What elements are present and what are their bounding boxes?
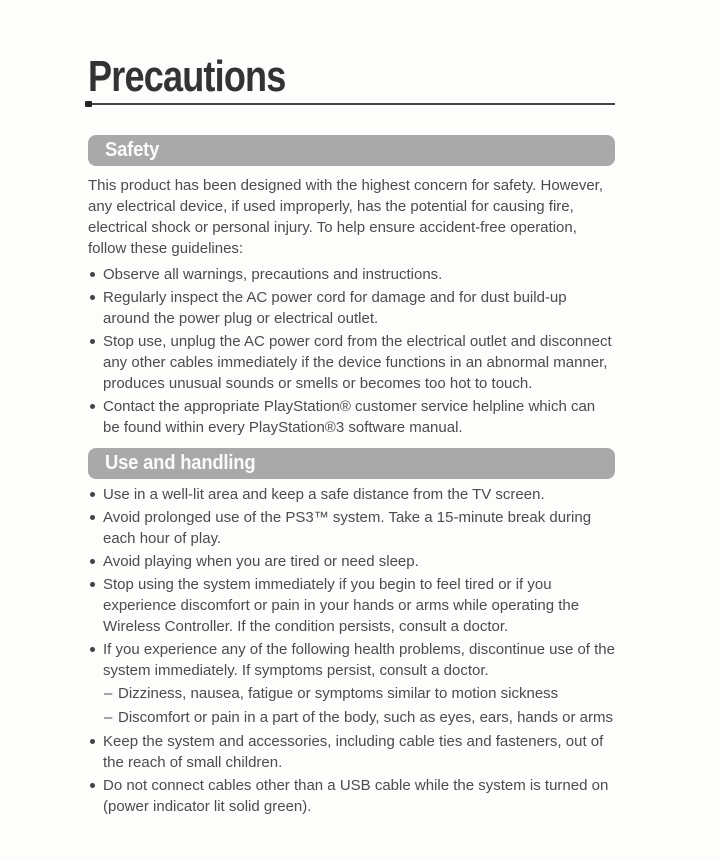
list-item-text: Stop use, unplug the AC power cord from the electrical outlet and disconnect any other cables immediately if the device functions in an abnormal manner, produces unusual sounds or smells or becomes too hot to touch. bbox=[103, 333, 612, 392]
section-heading-label: Safety bbox=[105, 139, 160, 161]
list-item bbox=[88, 264, 615, 285]
list-item-text: Observe all warnings, precautions and instructions. bbox=[103, 266, 443, 283]
section-heading-label: Use and handling bbox=[105, 452, 256, 474]
sub-list-item-text: Dizziness, nausea, fatigue or symptoms similar to motion sickness bbox=[118, 685, 559, 702]
list-item bbox=[88, 331, 615, 394]
list-item-text: Avoid playing when you are tired or need sleep. bbox=[103, 553, 419, 570]
list-item-text: Contact the appropriate PlayStation® customer service helpline which can be found within every PlayStation®3 software manual. bbox=[103, 398, 596, 436]
list-item-text: If you experience any of the following health problems, discontinue use of the system immediately. If symptoms persist, consult a doctor. bbox=[103, 641, 615, 679]
use-and-handling-bullet-list bbox=[88, 484, 615, 817]
title-divider bbox=[85, 103, 615, 105]
list-item-text: Keep the system and accessories, including cable ties and fasteners, out of the reach of small children. bbox=[103, 733, 604, 771]
safety-intro-paragraph: This product has been designed with the highest concern for safety. However, any electrical device, if used improperly, has the potential for causing fire, electrical shock or personal injury. To help ensure accident-free operation, follow these guidelines: bbox=[88, 177, 604, 257]
list-item-text: Stop using the system immediately if you begin to feel tired or if you experience discomfort or pain in your hands or arms while operating the Wireless Controller. If the condition persists, consult a doctor. bbox=[103, 576, 580, 635]
list-item-text: Regularly inspect the AC power cord for damage and for dust build-up around the power plug or electrical outlet. bbox=[103, 289, 567, 327]
list-item bbox=[88, 396, 615, 438]
list-item bbox=[88, 484, 615, 505]
list-item-text: Use in a well-lit area and keep a safe distance from the TV screen. bbox=[103, 486, 545, 503]
page-content bbox=[88, 0, 615, 819]
list-item bbox=[88, 775, 615, 817]
sub-list-item bbox=[103, 707, 615, 728]
divider-end-square bbox=[85, 101, 92, 107]
list-item bbox=[88, 639, 615, 728]
list-item bbox=[88, 551, 615, 572]
safety-bullet-list bbox=[88, 264, 615, 438]
section-header-use-and-handling bbox=[88, 448, 615, 479]
list-item-text: Avoid prolonged use of the PS3™ system. Take a 15-minute break during each hour of play. bbox=[103, 509, 592, 547]
health-symptoms-sub-list bbox=[103, 683, 615, 728]
list-item-text: Do not connect cables other than a USB cable while the system is turned on (power indicator lit solid green). bbox=[103, 777, 609, 815]
page-title: Precautions bbox=[88, 52, 286, 101]
list-item bbox=[88, 507, 615, 549]
sub-list-item-text: Discomfort or pain in a part of the body, such as eyes, ears, hands or arms bbox=[118, 709, 613, 726]
section-header-safety bbox=[88, 135, 615, 166]
sub-list-item bbox=[103, 683, 615, 704]
list-item bbox=[88, 574, 615, 637]
list-item bbox=[88, 731, 615, 773]
list-item bbox=[88, 287, 615, 329]
